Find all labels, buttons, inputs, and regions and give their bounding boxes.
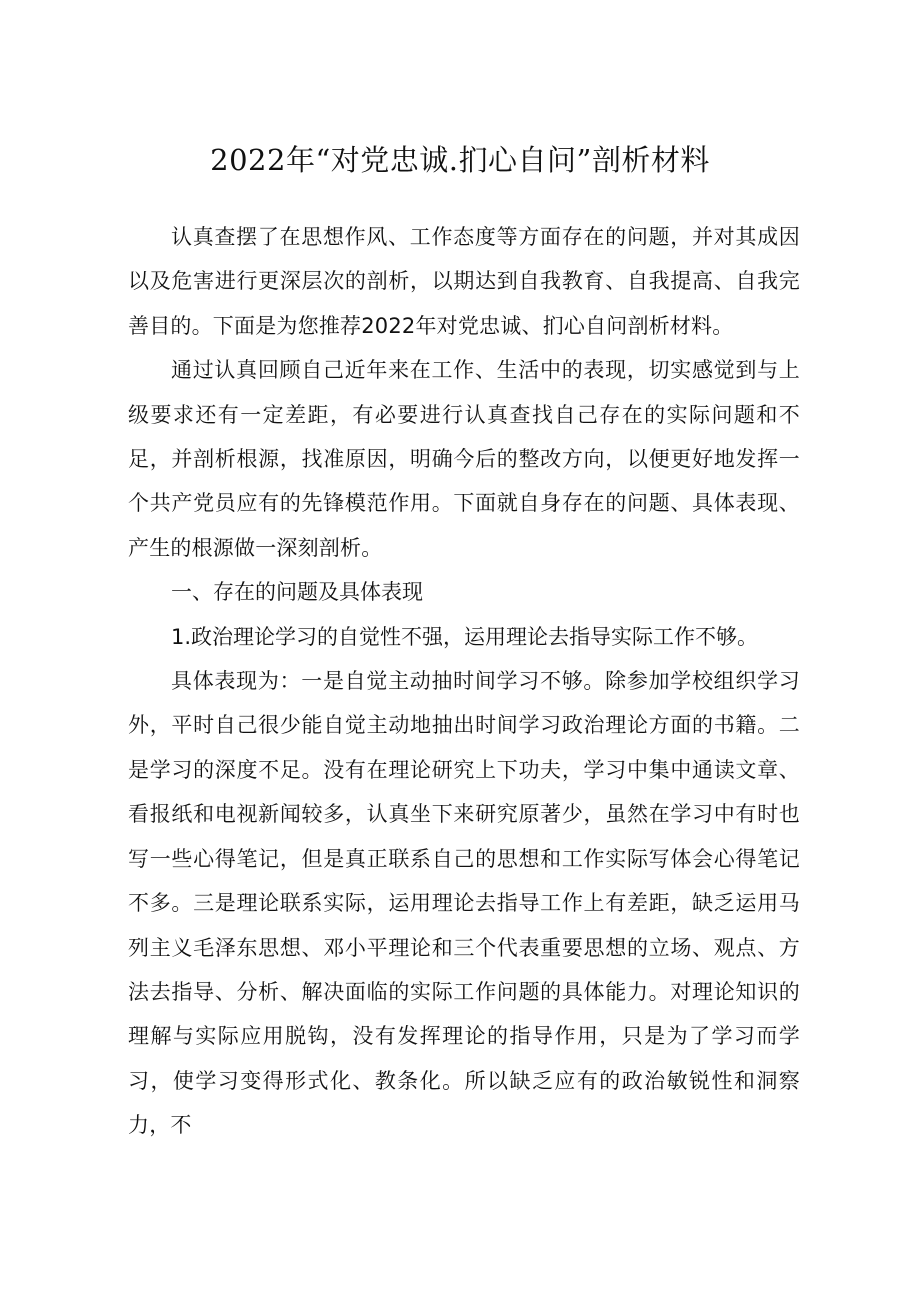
details-paragraph: 具体表现为：一是自觉主动抽时间学习不够。除参加学校组织学习外，平时自己很少能自觉主动地抽出时间学习政治理论方面的书籍。二是学习的深度不足。没有在理论研究上下功夫，学习中集中通读文章、看报纸和电视新闻较多，认真坐下来研究原著少，虽然在学习中有时也写一些心得笔记，但是真正联系自己的思想和工作实际写体会心得笔记不多。三是理论联系实际，运用理论去指导工作上有差距，缺乏运用马列主义毛泽东思想、邓小平理论和三个代表重要思想的立场、观点、方法去指导、分析、解决面临的实际工作问题的具体能力。对理论知识的理解与实际应用脱钩，没有发挥理论的指导作用，只是为了学习而学习，使学习变得形式化、教条化。所以缺乏应有的政治敏锐性和洞察力，不: [128, 669, 800, 1138]
intro-paragraph: 认真查摆了在思想作风、工作态度等方面存在的问题，并对其成因以及危害进行更深层次的剖析，以期达到自我教育、自我提高、自我完善目的。下面是为您推荐2022年对党忠诚、扪心自问剖析材料。: [128, 225, 800, 338]
subsection-heading-theory-study: 1.政治理论学习的自觉性不强，运用理论去指导实际工作不够。: [171, 624, 759, 649]
document-body: [128, 215, 800, 1148]
section-heading-problems: 一、存在的问题及具体表现: [171, 580, 423, 605]
document-title: 2022年“对党忠诚.扪心自问”剖析材料: [210, 143, 710, 177]
review-paragraph: 通过认真回顾自己近年来在工作、生活中的表现，切实感觉到与上级要求还有一定差距，有必要进行认真查找自己存在的实际问题和不足，并剖析根源，找准原因，明确今后的整改方向，以便更好地发挥一个共产党员应有的先锋模范作用。下面就自身存在的问题、具体表现、产生的根源做一深刻剖析。: [128, 358, 800, 560]
